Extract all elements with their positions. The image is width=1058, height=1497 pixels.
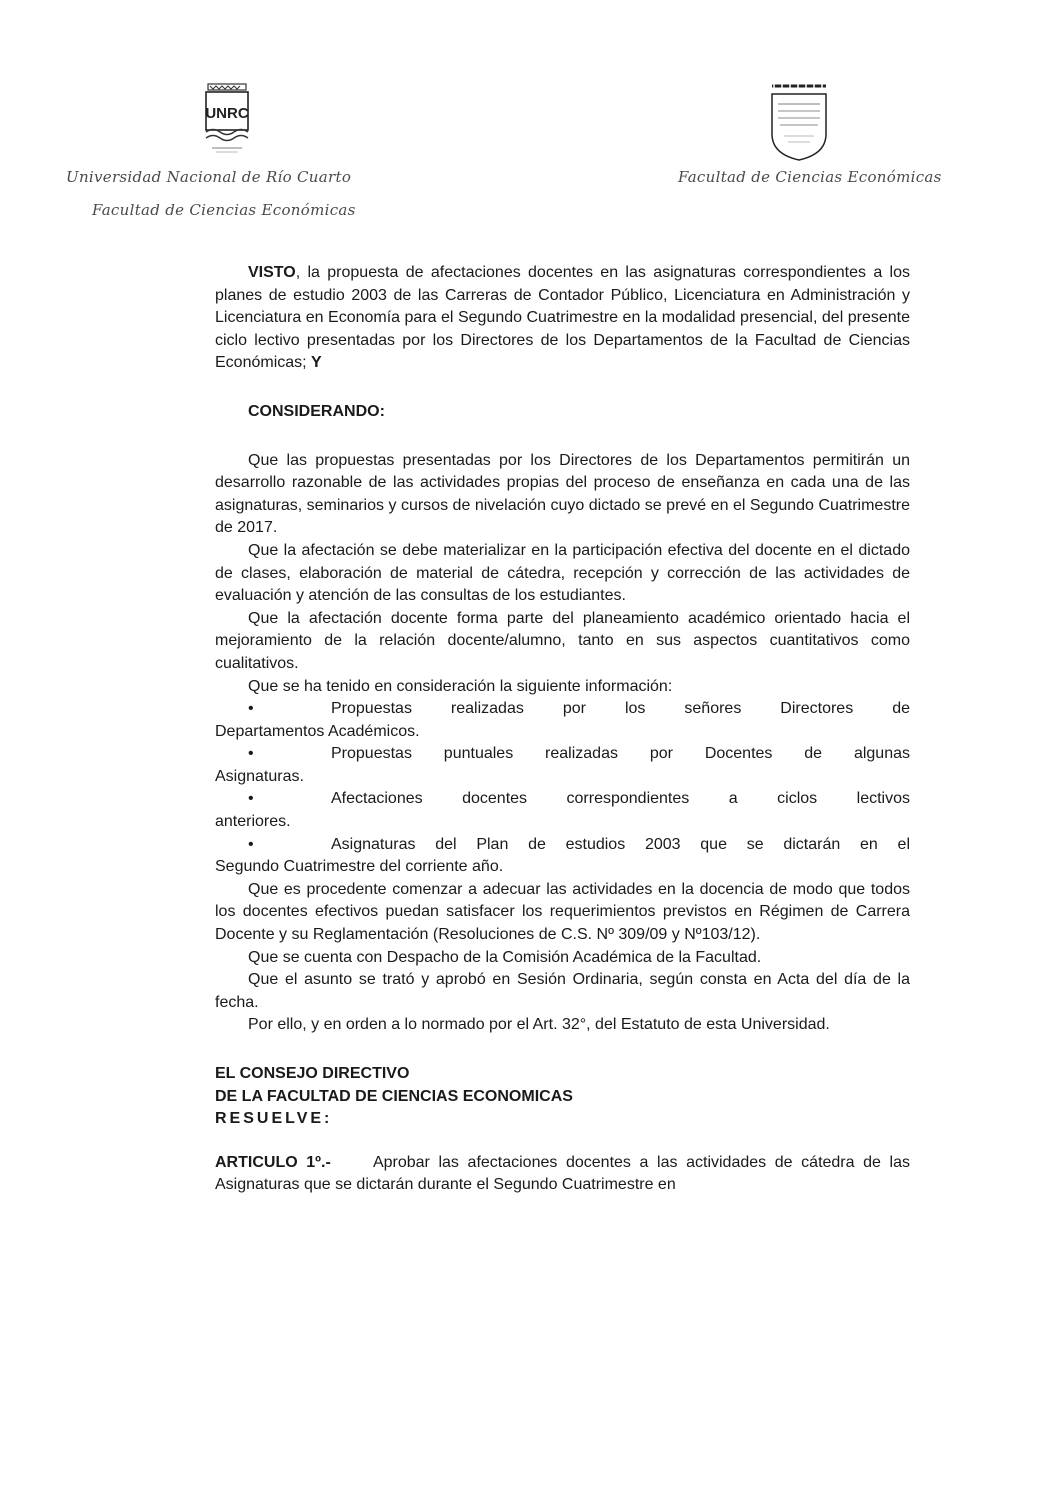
visto-paragraph — [215, 262, 910, 375]
bullet-first-line: Asignaturas del Plan de estudios 2003 que se dictarán en el — [331, 835, 910, 853]
considerando-paragraph-8: Por ello, y en orden a lo normado por el Art. 32°, del Estatuto de esta Universidad. — [248, 1016, 830, 1034]
considerando-paragraph-7: Que el asunto se trató y aprobó en Sesión Ordinaria, según consta en Acta del día de la fecha. — [215, 971, 910, 1011]
resolution-heading-resuelve: RESUELVE: — [215, 1110, 333, 1128]
visto-label: VISTO — [248, 264, 296, 281]
considerando-paragraph-1: Que las propuestas presentadas por los Directores de los Departamentos permitirán un desarrollo razonable de las actividades propias del proceso de enseñanza en cada una de las asignaturas, seminarios y cursos de nivelación cuyo dictado se prevé en el Segundo Cuatrimestre de 2017. — [215, 451, 910, 537]
bullet-first-line: Afectaciones docentes correspondientes a ciclos lectivos — [331, 790, 910, 808]
bullet-first-line: Propuestas realizadas por los señores Directores de — [331, 700, 910, 718]
considerando-paragraph-2: Que la afectación se debe materializar en la participación efectiva del docente en el dictado de clases, elaboración de material de cátedra, recepción y corrección de las actividades de evaluación y atención de las consultas de los estudiantes. — [215, 541, 910, 605]
list-item — [215, 743, 910, 788]
bullet-icon: • — [248, 745, 254, 763]
visto-text-line1: , la propuesta de afectaciones docentes en las asignaturas — [295, 264, 736, 281]
resolution-body — [215, 262, 910, 1197]
considerando-paragraph-6: Que se cuenta con Despacho de la Comisión Académica de la Facultad. — [248, 948, 762, 966]
list-item — [215, 834, 910, 879]
unrc-logo — [198, 82, 256, 160]
articulo-1-label: ARTICULO 1º.- — [215, 1153, 331, 1171]
articulo-1-paragraph — [215, 1152, 910, 1197]
bullet-rest-line: Segundo Cuatrimestre del corriente año. — [215, 858, 504, 876]
bullet-icon: • — [248, 790, 254, 808]
bullet-rest-line: Asignaturas. — [215, 767, 304, 785]
bullet-icon: • — [248, 835, 254, 853]
university-name: Universidad Nacional de Río Cuarto — [66, 168, 352, 186]
bullet-icon: • — [248, 700, 254, 718]
bullet-rest-line: anteriores. — [215, 813, 291, 831]
bullet-list — [215, 698, 910, 879]
unrc-logo-text: UNRC — [205, 105, 249, 122]
visto-y: Y — [311, 354, 322, 372]
considerando-paragraph-5: Que es procedente comenzar a adecuar las actividades en la docencia de modo que todos los docentes efectivos puedan satisfacer los requerimientos previstos en Régimen de Carrera Docente y su Reglamentación (Resoluciones de C.S. Nº 309/09 y Nº103/12). — [215, 880, 910, 944]
faculty-name-right: Facultad de Ciencias Económicas — [678, 168, 942, 186]
bullet-rest-line: Departamentos Académicos. — [215, 722, 420, 740]
articulo-1-text: Aprobar las afectaciones docentes a las actividades de cátedra de las Asignaturas que se dictarán durante el Segundo Cuatrimestre en — [215, 1153, 910, 1194]
faculty-shield-logo — [768, 84, 830, 162]
faculty-name-left: Facultad de Ciencias Económicas — [92, 201, 356, 219]
considerando-heading: CONSIDERANDO: — [248, 402, 385, 420]
resolution-heading-line1: EL CONSEJO DIRECTIVO — [215, 1065, 410, 1082]
resolution-heading-line2: DE LA FACULTAD DE CIENCIAS ECONOMICAS — [215, 1087, 573, 1105]
visto-text-rest: correspondientes a los planes de estudio 2003 de las Carreras de Contador Público, Licenciatura en Administración y Licenciatura en Economía para el Segundo Cuatrimestre en la modalidad presencial, del presente ciclo lectivo presentadas por los Directores de los Departamentos de la Facultad de Ciencias Económicas; — [215, 264, 910, 372]
bullet-first-line: Propuestas puntuales realizadas por Docentes de algunas — [331, 745, 910, 763]
considerando-paragraph-3: Que la afectación docente forma parte del planeamiento académico orientado hacia el mejoramiento de la relación docente/alumno, tanto en sus aspectos cuantitativos como cualitativos. — [215, 609, 910, 672]
list-item — [215, 788, 910, 833]
letterhead — [0, 0, 1058, 240]
list-item — [215, 698, 910, 743]
considerando-paragraph-4: Que se ha tenido en consideración la siguiente información: — [248, 677, 673, 695]
